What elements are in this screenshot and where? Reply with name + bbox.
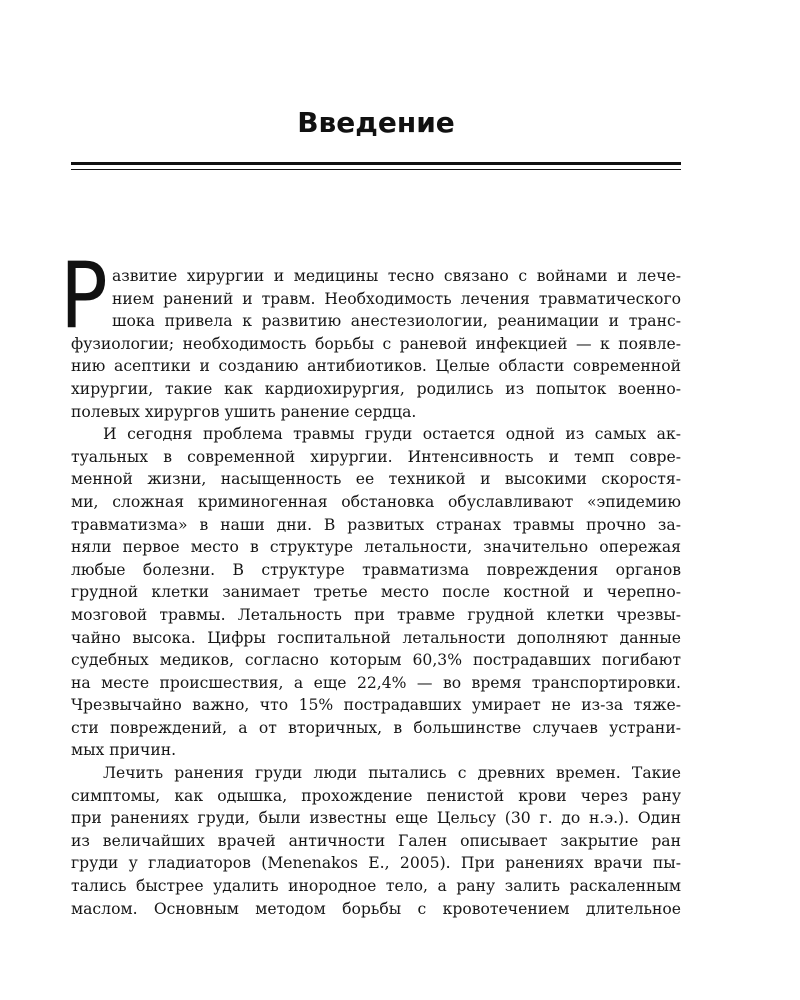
text-line: на месте происшествия, а еще 22,4% — во время транспортировки. xyxy=(71,673,681,692)
text-line: мозговой травмы. Летальность при травме грудной клетки чрезвы- xyxy=(71,605,681,624)
body-text xyxy=(71,265,681,920)
text-line: груди у гладиаторов (Menenakos E., 2005). При ранениях врачи пы- xyxy=(71,854,681,873)
text-line: Лечить ранения груди люди пытались с древних времен. Такие xyxy=(103,764,681,783)
text-line: тались быстрее удалить инородное тело, а рану залить раскаленным xyxy=(71,877,681,896)
paragraph xyxy=(71,265,681,423)
text-line: полевых хирургов ушить ранение сердца. xyxy=(71,402,417,421)
text-line: при ранениях груди, были известны еще Цельсу (30 г. до н.э.). Один xyxy=(71,809,681,828)
text-line: хирургии, такие как кардиохирургия, родились из попыток военно- xyxy=(71,379,681,398)
text-line: грудной клетки занимает третье место после костной и черепно- xyxy=(71,583,681,602)
text-line: Чрезвычайно важно, что 15% пострадавших умирает не из-за тяже- xyxy=(71,696,681,715)
text-line: любые болезни. В структуре травматизма повреждения органов xyxy=(71,560,681,579)
title-rule xyxy=(71,162,681,170)
text-line: из величайших врачей античности Гален описывает закрытие ран xyxy=(71,831,681,850)
chapter-title: Введение xyxy=(297,106,455,139)
text-line: няли первое место в структуре летальности, значительно опережая xyxy=(71,538,681,557)
text-line: нию асептики и созданию антибиотиков. Целые области современной xyxy=(71,357,681,376)
text-line: менной жизни, насыщенность ее техникой и высокими скоростя- xyxy=(71,470,681,489)
paragraph xyxy=(71,423,681,762)
text-line: туальных в современной хирургии. Интенсивность и темп совре- xyxy=(71,447,681,466)
text-line: ми, сложная криминогенная обстановка обуславливают «эпидемию xyxy=(71,492,681,511)
text-line: шока привела к развитию анестезиологии, реанимации и транс- xyxy=(112,312,681,331)
text-line: судебных медиков, согласно которым 60,3% пострадавших погибают xyxy=(71,651,681,670)
text-line: симптомы, как одышка, прохождение пенистой крови через рану xyxy=(71,786,681,805)
text-line: фузиологии; необходимость борьбы с раневой инфекцией — к появле- xyxy=(71,334,681,353)
text-line: чайно высока. Цифры госпитальной летальности дополняют данные xyxy=(71,628,681,647)
text-line: маслом. Основным методом борьбы с кровотечением длительное xyxy=(71,899,681,918)
paragraph xyxy=(71,762,681,920)
text-line: нием ранений и травм. Необходимость лечения травматического xyxy=(112,289,681,308)
text-line: мых причин. xyxy=(71,741,177,760)
text-line: азвитие хирургии и медицины тесно связано с войнами и лече- xyxy=(112,267,681,285)
text-line: сти повреждений, а от вторичных, в большинстве случаев устрани- xyxy=(71,718,681,737)
drop-cap: Р xyxy=(60,244,108,349)
text-line: И сегодня проблема травмы груди остается одной из самых ак- xyxy=(103,425,681,444)
text-line: травматизма» в наши дни. В развитых странах травмы прочно за- xyxy=(71,515,681,534)
